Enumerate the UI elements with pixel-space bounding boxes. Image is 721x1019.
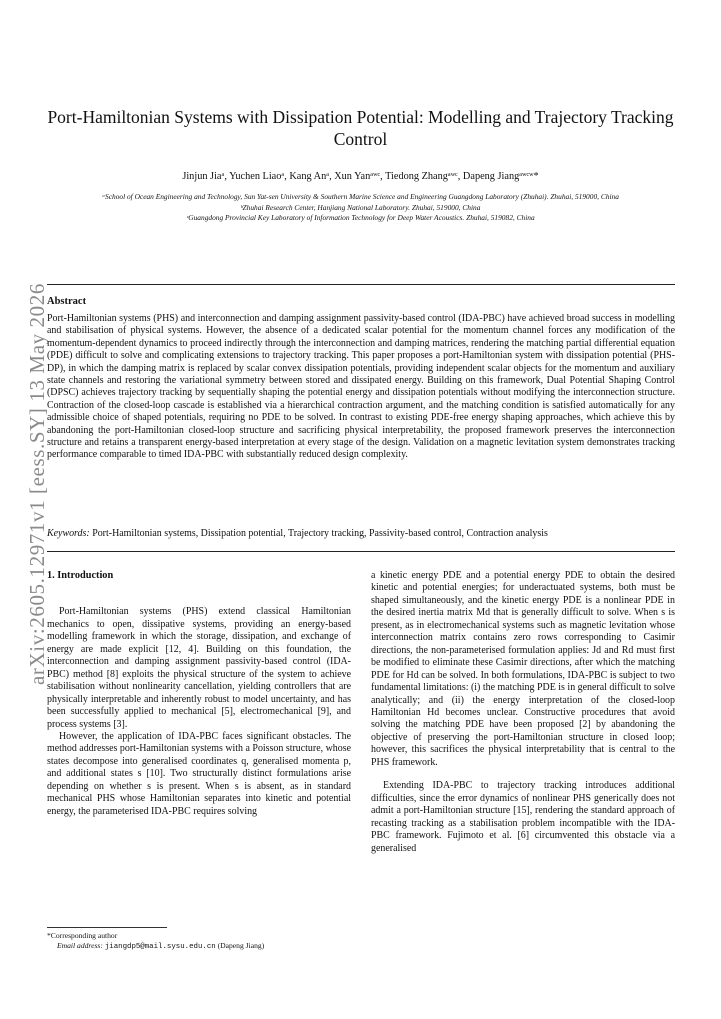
corresponding-author-note: *Corresponding author (47, 931, 118, 940)
keywords-label: Keywords: (47, 528, 90, 539)
arxiv-stamp: arXiv:2605.12971v1 [eess.SY] 13 May 2026 (25, 283, 49, 685)
abstract-top-rule (47, 284, 675, 285)
abstract-bottom-rule (47, 551, 675, 552)
affiliation-c: ᶜGuangdong Provincial Key Laboratory of Information Technology for Deep Water Acoustics. Zhuhai, 519082, China (186, 213, 535, 222)
intro-paragraph-4: Extending IDA-PBC to trajectory tracking introduces additional difficulties, since the error dynamics of nonlinear PHS generically does not admit a port-Hamiltonian structure [15], rendering the standard approach of recasting tracking as a stabilisation problem incompatible with the IDA-PBC framework. Fujimoto et al. [6] circumvented this obstacle via a generalised (371, 780, 675, 854)
intro-paragraph-2: However, the application of IDA-PBC faces significant obstacles. The method addresses port-Hamiltonian systems with a Poisson structure, whose states decompose into generalised coordinates q, generalised momenta p, and additional states s [10]. Two structurally distinct formulations arise depending on whether s is present. When s is absent, as in standard mechanical PHS whose Hamiltonian separates into kinetic and potential energy, the parameterised IDA-PBC requires solving (47, 730, 351, 817)
abstract-heading: Abstract (47, 296, 87, 307)
email-owner: (Dapeng Jiang) (217, 941, 265, 950)
author-list: Jinjun Jiaᵃ, Yuchen Liaoᵃ, Kang Anᵃ, Xun Yanᵃʷᶜ, Tiedong Zhangᵃʷᶜ, Dapeng Jiangᵃʷᶜʷ* (182, 171, 539, 182)
left-column (47, 570, 351, 818)
keywords-line (47, 528, 675, 540)
affiliation-b: ᵇZhuhai Research Center, Hanjiang National Laboratory. Zhuhai, 519000, China (240, 202, 481, 212)
footnote (47, 931, 347, 952)
email-address[interactable]: jiangdp5@mail.sysu.edu.cn (104, 943, 216, 951)
footnote-rule (47, 927, 167, 928)
affiliations (48, 192, 673, 224)
section-heading-introduction: 1. Introduction (47, 570, 114, 581)
right-column (371, 570, 675, 855)
abstract-text: Port-Hamiltonian systems (PHS) and interconnection and damping assignment passivity-based control (IDA-PBC) have achieved broad success in modelling and stabilisation of physical systems. However, the absence of a dedicated scalar potential for the momentum channel forces any modification of the momentum-dependent dynamics to proceed indirectly through the interconnection and damping matrices, rendering the matching partial differential equation (PDE) difficult to solve and complicating extensions to trajectory tracking. This paper proposes a port-Hamiltonian system with dissipation potential (PHS-DP), in which the damping matrix is replaced by scalar convex dissipation potentials, providing independent scalar objects for the momentum and auxiliary state channels and restoring the variational symmetry between stored and dissipated energy. Building on this framework, Dual Potential Shaping Control (DPSC) achieves trajectory tracking by sequentially shaping the potential energy and dissipation potentials without modifying the interconnection structure. Contraction of the closed-loop cascade is established via a hierarchical contraction argument, and the matching condition is satisfied automatically for any admissible choice of shaped potentials, requiring no PDE to be solved. In contrast to existing PDE-free energy shaping approaches, which achieve this by abandoning the port-Hamiltonian closed-loop structure and sacrificing physical interpretability, the proposed framework preserves the interconnection structure and retains a transparent energy-based interpretation at every stage of the design. Validation on a magnetic levitation system demonstrates tracking performance comparable to timed IDA-PBC with substantially reduced design complexity. (47, 313, 675, 461)
email-label: Email address: (57, 941, 103, 950)
keywords-list: Port-Hamiltonian systems, Dissipation potential, Trajectory tracking, Passivity-based control, Contraction analysis (92, 528, 548, 539)
affiliation-a: ᵃSchool of Ocean Engineering and Technology, Sun Yat-sen University & Southern Marine Science and Engineering Guangdong Laboratory (Zhuhai). Zhuhai, 519000, China (102, 192, 619, 201)
intro-paragraph-3: a kinetic energy PDE and a potential energy PDE to obtain the desired kinetic and potential energies; for underactuated systems, both must be shaped simultaneously, and the kinetic energy PDE is a nonlinear PDE in the desired inertia matrix Md that is generally difficult to solve. When s is present, as in electromechanical systems such as magnetic levitation whose interconnection matrix contains zero rows corresponding to Casimir directions, the non-parameterised formulation applies: Jd and Rd must first be modified to eliminate these Casimir directions, after which the matching PDE for Hd can be solved. In both formulations, IDA-PBC is subject to two fundamental limitations: (i) the matching PDE is in general difficult to solve analytically; and (ii) the energy interpretation of the closed-loop Hamiltonian Hd becomes unclear. Constructive procedures that avoid solving the matching PDE have been proposed [2] by abandoning the objective of preserving the port-Hamiltonian structure in closed loop; however, this sacrifices the physical interpretability that is central to the PHS framework. (371, 570, 675, 768)
intro-paragraph-1: Port-Hamiltonian systems (PHS) extend classical Hamiltonian mechanics to open, dissipative systems, providing an energy-based modelling framework in which the storage, dissipation, and exchange of energy are made explicit [12, 4]. Building on this foundation, the interconnection and damping assignment passivity-based control (IDA-PBC) method [8] exploits the physical structure of the system to achieve stabilisation without nonlinearity cancellation, yielding controllers that are physically interpretable and inherently robust to model uncertainty, and has been successfully applied to mechanical [5], electromechanical [9], and process systems [3]. (47, 606, 351, 730)
paper-title: Port-Hamiltonian Systems with Dissipation Potential: Modelling and Trajectory Tracking Control (47, 107, 674, 149)
